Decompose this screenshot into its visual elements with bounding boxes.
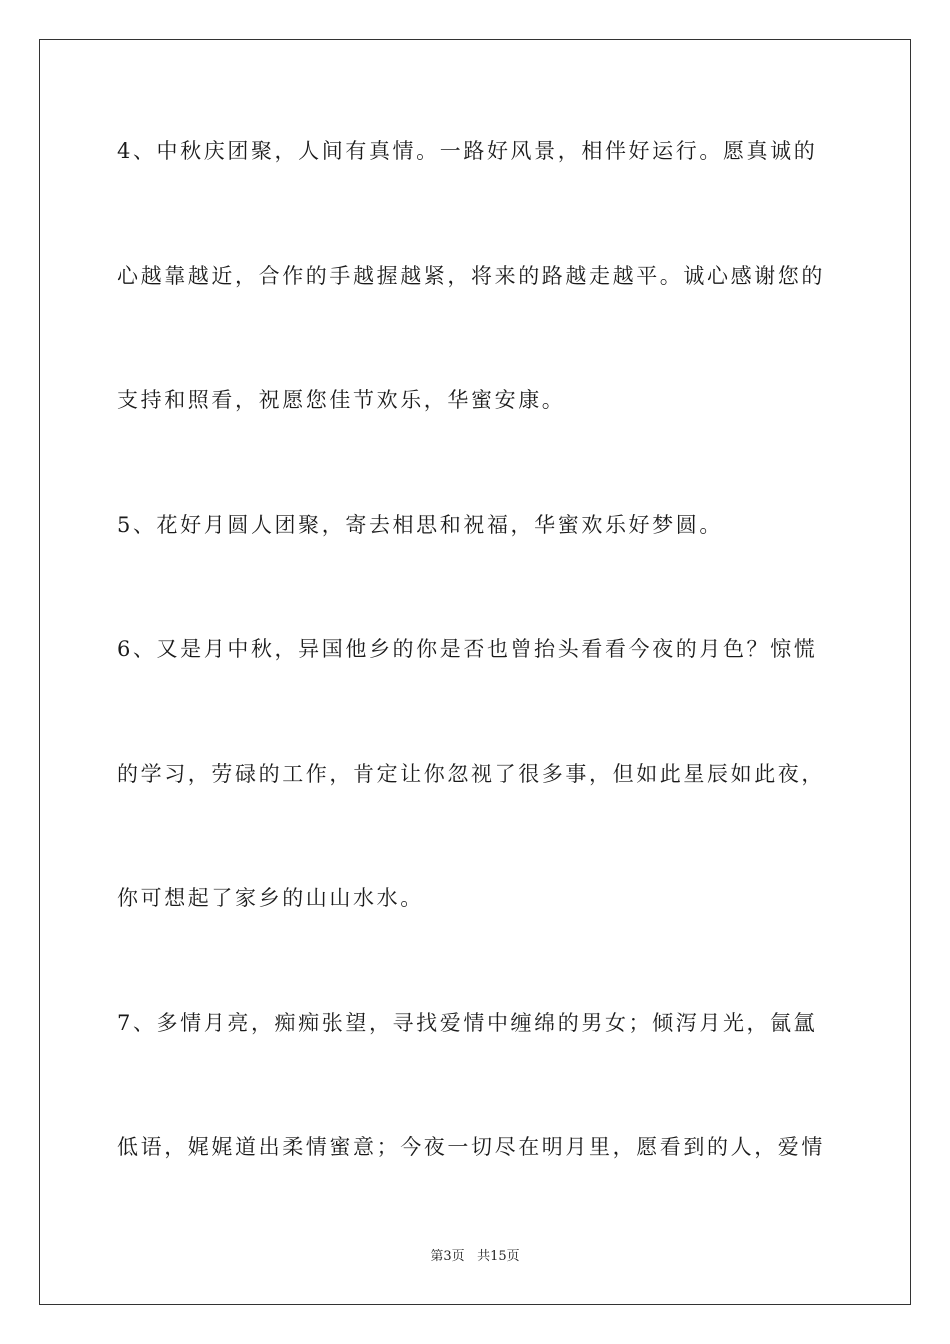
text-line-4: 5、花好月圆人团聚，寄去相思和祝福，华蜜欢乐好梦圆。 (117, 513, 723, 537)
text-line-6: 的学习，劳碌的工作，肯定让你忽视了很多事，但如此星辰如此夜， (117, 762, 825, 786)
text-line-7: 你可想起了家乡的山山水水。 (117, 886, 424, 910)
page-footer (0, 1248, 950, 1266)
text-line-8: 7、多情月亮，痴痴张望，寻找爱情中缠绵的男女；倾泻月光，氤氲 (117, 1011, 818, 1035)
text-line-1: 4、中秋庆团聚，人间有真情。一路好风景，相伴好运行。愿真诚的 (117, 139, 818, 163)
page-number: 第3页 (430, 1249, 465, 1264)
page-total: 共15页 (477, 1249, 520, 1264)
page-border (39, 39, 911, 1305)
text-line-5: 6、又是月中秋，异国他乡的你是否也曾抬头看看今夜的月色？惊慌 (117, 637, 818, 661)
text-line-9: 低语，娓娓道出柔情蜜意；今夜一切尽在明月里，愿看到的人，爱情 (117, 1135, 825, 1159)
text-line-2: 心越靠越近，合作的手越握越紧，将来的路越走越平。诚心感谢您的 (117, 264, 825, 288)
text-line-3: 支持和照看，祝愿您佳节欢乐，华蜜安康。 (117, 388, 566, 412)
